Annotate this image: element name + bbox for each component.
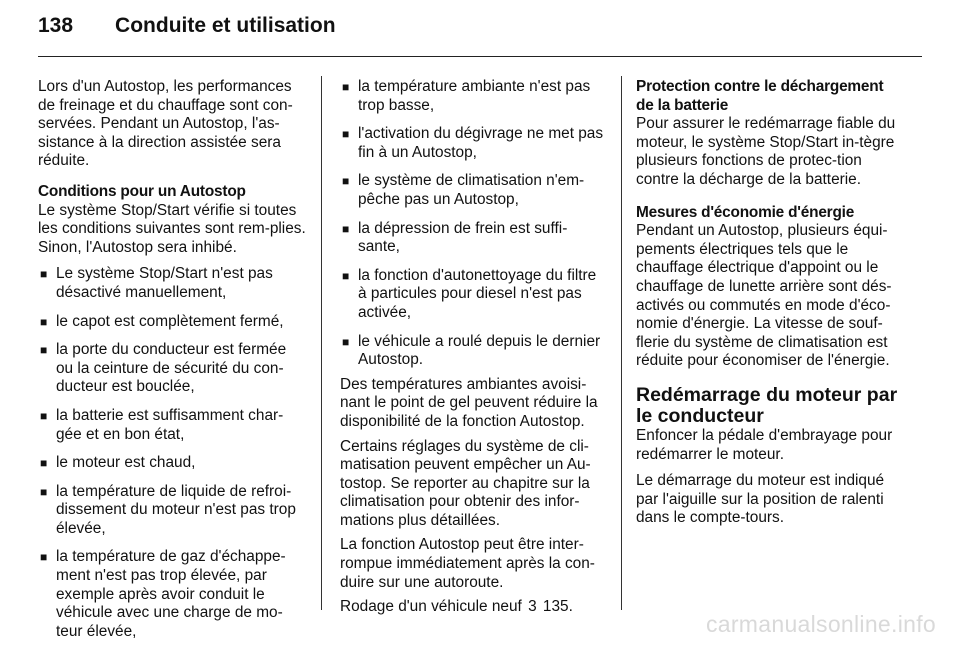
- reference-page: 135.: [542, 598, 573, 616]
- conditions-heading: Conditions pour un Autostop: [38, 182, 246, 200]
- list-item: ■ le système de climatisation n'em-pêche pas un Autostop,: [340, 172, 606, 209]
- column-2: [340, 78, 606, 629]
- column-divider: [621, 76, 622, 610]
- list-item: ■ la porte du conducteur est fermée ou la ceinture de sécurité du con-ducteur est bouclée,: [38, 341, 306, 397]
- reference-text: Rodage d'un véhicule neuf: [340, 598, 522, 616]
- list-item: ■ le moteur est chaud,: [38, 454, 306, 473]
- conditions-list-2: [340, 78, 606, 370]
- temperature-paragraph: Des températures ambiantes avoisi-nant le point de gel peuvent réduire la disponibilité de la fonction Autostop.: [340, 375, 598, 430]
- battery-paragraph: Pour assurer le redémarrage fiable du moteur, le système Stop/Start in-tègre plusieurs fonctions de protec-tion contre la décharge de la batterie.: [636, 115, 896, 188]
- list-item: ■ l'activation du dégivrage ne met pas fin à un Autostop,: [340, 125, 606, 162]
- header-rule: [38, 56, 922, 57]
- page-title: Conduite et utilisation: [115, 14, 336, 37]
- energy-heading: Mesures d'économie d'énergie: [636, 203, 855, 221]
- watermark: carmanualsonline.info: [705, 611, 936, 637]
- battery-heading: Protection contre le déchargement de la batterie: [636, 78, 884, 114]
- intro-paragraph: Lors d'un Autostop, les performances de freinage et du chauffage sont con-servées. Pendant un Autostop, l'as-sistance à la direction assistée sera réduite.: [38, 78, 293, 170]
- cross-reference[interactable]: [340, 598, 606, 617]
- energy-paragraph: Pendant un Autostop, plusieurs équi-pements électriques tels que le chauffage électrique d'appoint ou le chauffage de lunette arrière sont dés-activés ou commutés en mode d'éco-nomie d'énergie. La vitesse de souf-flerie du système de climatisation est réduite pour économiser de l'énergie.: [636, 222, 892, 370]
- page-header: [38, 14, 336, 48]
- climate-paragraph: Certains réglages du système de cli-matisation peuvent empêcher un Au-tostop. Se reporter au chapitre sur la climatisation pour obtenir des infor-mations plus détaillées.: [340, 437, 591, 529]
- list-item: ■ le capot est complètement fermé,: [38, 313, 306, 332]
- restart-heading: Redémarrage du moteur par le conducteur: [636, 383, 898, 427]
- highway-paragraph: La fonction Autostop peut être inter-rompue immédiatement après la con-duire sur une autoroute.: [340, 536, 595, 591]
- list-item: ■ le véhicule a roulé depuis le dernier Autostop.: [340, 333, 606, 370]
- column-3: [636, 78, 904, 540]
- restart-paragraph-2: Le démarrage du moteur est indiqué par l'aiguille sur la position de ralenti dans le compte-tours.: [636, 472, 885, 527]
- list-item: ■ la température de liquide de refroi-dissement du moteur n'est pas trop élevée,: [38, 483, 306, 539]
- restart-paragraph-1: Enfoncer la pédale d'embrayage pour redémarrer le moteur.: [636, 426, 893, 463]
- reference-arrow-icon: 3: [528, 598, 537, 616]
- conditions-paragraph: Le système Stop/Start vérifie si toutes les conditions suivantes sont rem-plies. Sinon, l'Autostop sera inhibé.: [38, 201, 306, 256]
- conditions-list-1: [38, 265, 306, 641]
- page-number: 138: [38, 14, 74, 37]
- list-item: ■ la température ambiante n'est pas trop basse,: [340, 78, 606, 115]
- list-item: ■ Le système Stop/Start n'est pas désactivé manuellement,: [38, 265, 306, 302]
- list-item: ■ la température de gaz d'échappe-ment n'est pas trop élevée, par exemple après avoir conduit le véhicule avec une charge de mo-teur élevée,: [38, 548, 306, 641]
- list-item: ■ la fonction d'autonettoyage du filtre à particules pour diesel n'est pas activée,: [340, 267, 606, 323]
- column-1: [38, 78, 306, 651]
- list-item: ■ la batterie est suffisamment char-gée et en bon état,: [38, 407, 306, 444]
- list-item: ■ la dépression de frein est suffi-sante,: [340, 220, 606, 257]
- column-divider: [321, 76, 322, 610]
